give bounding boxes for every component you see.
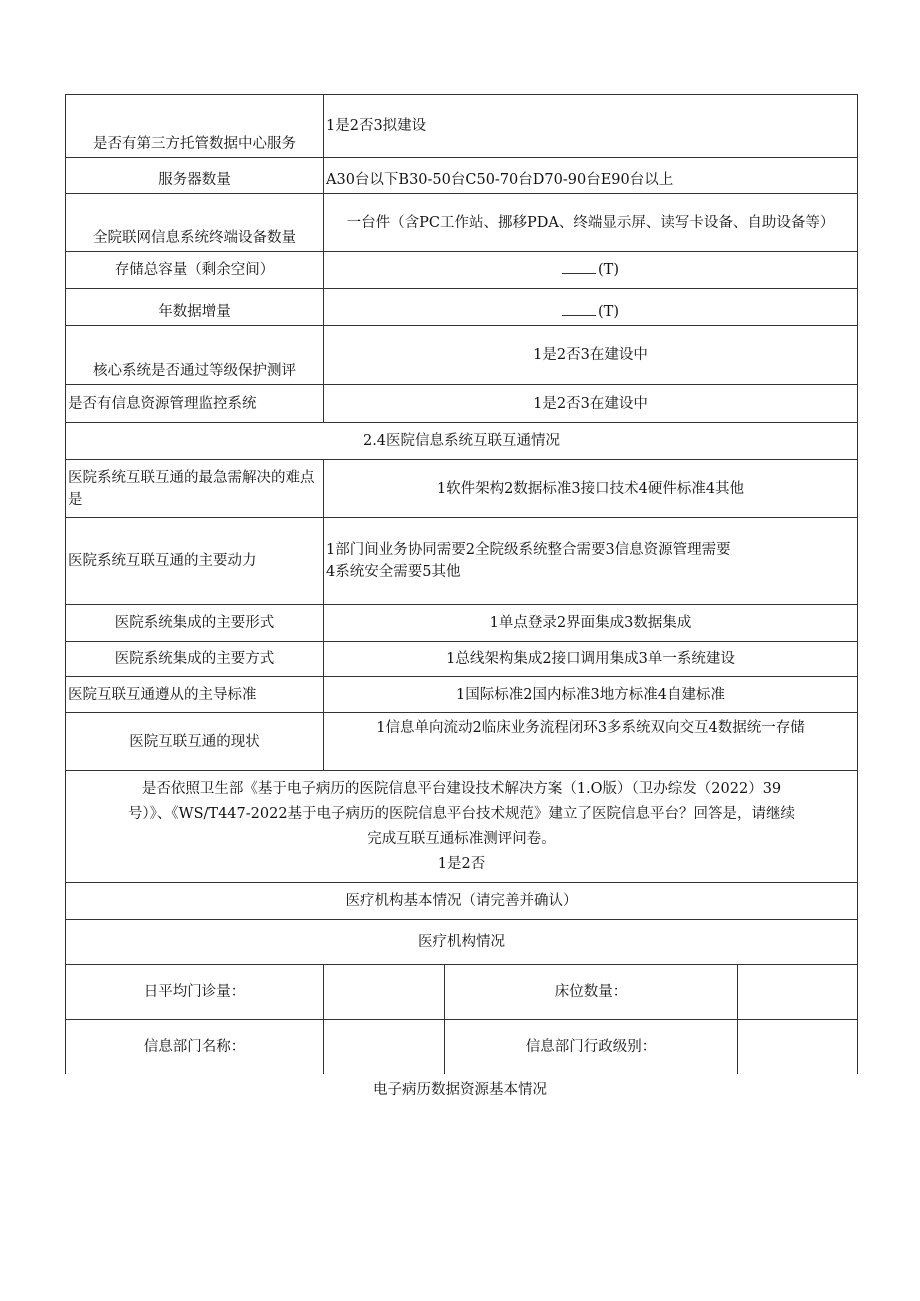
question-line: 是否依照卫生部《基于电子病历的医院信息平台建设技术解决方案（1.O版）（卫办综发（2022）39 (141, 780, 782, 797)
table-row (66, 252, 858, 289)
fill-blank[interactable] (562, 301, 596, 316)
row-value: 1信息单向流动2临床业务流程闭环3多系统双向交互4数据统一存储 (324, 713, 858, 771)
table-row (66, 965, 858, 1020)
fill-blank[interactable] (562, 259, 596, 274)
table-row (66, 158, 858, 194)
table-row (66, 713, 858, 771)
row-value: 1单点登录2界面集成3数据集成 (324, 605, 858, 642)
row-label: 医院系统集成的主要方式 (66, 642, 324, 677)
table-row (66, 642, 858, 677)
section-title: 2.4医院信息系统互联互通情况 (66, 423, 858, 460)
table-row (66, 771, 858, 883)
row-label: 是否有第三方托管数据中心服务 (66, 95, 324, 158)
table-row (66, 460, 858, 518)
field-label: 信息部门名称： (66, 1020, 324, 1074)
table-row (66, 605, 858, 642)
table-row (66, 194, 858, 252)
field-label: 信息部门行政级别： (445, 1020, 738, 1074)
field-label: 床位数量： (445, 965, 738, 1020)
question-line: 号）》、《WS/T447-2022基于电子病历的医院信息平台技术规范》建立了医院信息平台？回答是，请继续 (127, 805, 796, 822)
row-value: 1总线架构集成2接口调用集成3单一系统建设 (324, 642, 858, 677)
unit: (T) (598, 262, 619, 278)
row-value: 1是2否3拟建设 (324, 95, 858, 158)
row-label: 医院系统集成的主要形式 (66, 605, 324, 642)
row-label: 是否有信息资源管理监控系统 (66, 385, 324, 423)
row-label: 医院互联互通遵从的主导标准 (66, 677, 324, 713)
footer-title: 电子病历数据资源基本情况 (373, 1082, 547, 1098)
row-value (324, 252, 858, 289)
value-line: 1部门间业务协同需要2全院级系统整合需要3信息资源管理需要 (326, 542, 731, 558)
table-row (66, 1020, 858, 1074)
row-value: A30台以下B30-50台C50-70台D70-90台E90台以上 (324, 158, 858, 194)
row-label: 存储总容量（剩余空间） (66, 252, 324, 289)
row-label: 医院系统互联互通的主要动力 (66, 518, 324, 605)
row-value: 1国际标准2国内标准3地方标准4自建标准 (324, 677, 858, 713)
table-row (66, 423, 858, 460)
row-value: 1是2否3在建设中 (324, 385, 858, 423)
daily-visits-input[interactable] (324, 965, 445, 1020)
row-label: 医院互联互通的现状 (66, 713, 324, 771)
row-label: 服务器数量 (66, 158, 324, 194)
section-title: 医疗机构基本情况（请完善并确认） (66, 883, 858, 920)
row-value: 一台件（含PC工作站、挪移PDA、终端显示屏、读写卡设备、自助设备等） (324, 194, 858, 252)
row-label: 年数据增量 (66, 289, 324, 326)
row-value (324, 518, 858, 605)
row-label: 核心系统是否通过等级保护测评 (66, 326, 324, 385)
row-label: 全院联网信息系统终端设备数量 (66, 194, 324, 252)
field-label: 日平均门诊量： (66, 965, 324, 1020)
table-row (66, 883, 858, 920)
survey-form (65, 94, 857, 1074)
row-label: 医院系统互联互通的最急需解决的难点是 (66, 460, 324, 518)
table-row (66, 326, 858, 385)
question-answer: 1是2否 (437, 855, 486, 872)
table-row (66, 677, 858, 713)
info-dept-name-input[interactable] (324, 1020, 445, 1074)
row-value (324, 289, 858, 326)
row-value: 1是2否3在建设中 (324, 326, 858, 385)
value-line: 4系统安全需要5其他 (326, 564, 461, 580)
table-row (66, 920, 858, 965)
table-row (66, 385, 858, 423)
section-title: 医疗机构情况 (66, 920, 858, 965)
table-row (66, 95, 858, 158)
survey-table (65, 94, 858, 1074)
table-row (66, 518, 858, 605)
row-value: 1软件架构2数据标准3接口技术4硬件标准4其他 (324, 460, 858, 518)
platform-question (66, 771, 858, 883)
question-line: 完成互联互通标准测评问卷。 (367, 830, 556, 847)
beds-input[interactable] (738, 965, 858, 1020)
info-dept-level-input[interactable] (738, 1020, 858, 1074)
table-row (66, 289, 858, 326)
unit: (T) (598, 304, 619, 320)
